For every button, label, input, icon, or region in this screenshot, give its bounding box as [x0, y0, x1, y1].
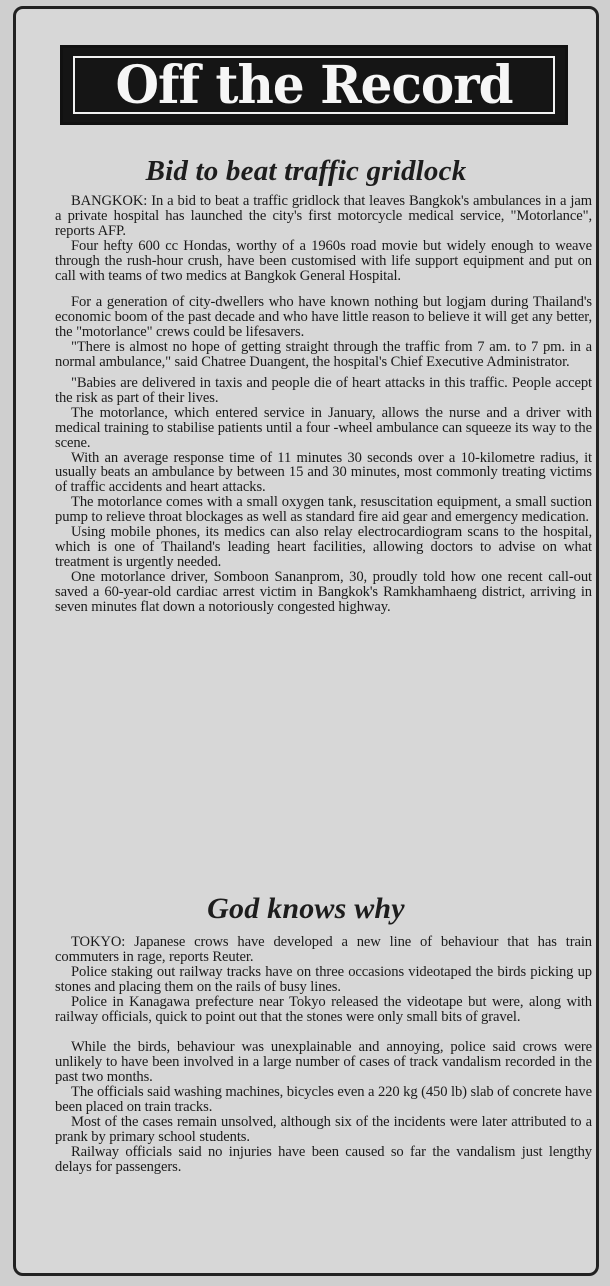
story-paragraph: The motorlance, which entered service in January, allows the nurse and a driver with medical training to stabilise patients until a four -wheel ambulance can squeeze its way to the scene.: [55, 404, 592, 451]
story-paragraph: Police in Kanagawa prefecture near Tokyo released the videotape but were, along with railway officials, quick to point out that the stones were only small bits of gravel.: [55, 993, 592, 1025]
story-paragraph: The officials said washing machines, bicycles even a 220 kg (450 lb) slab of concrete have been placed on train tracks.: [55, 1084, 592, 1116]
paragraph-gap: [55, 1024, 592, 1040]
story-paragraph: Most of the cases remain unsolved, although six of the incidents were later attributed to a prank by primary school students.: [55, 1113, 592, 1145]
story-paragraph: "Babies are delivered in taxis and people die of heart attacks in this traffic. People accept the risk as part of their lives.: [55, 374, 592, 406]
story-paragraph: "There is almost no hope of getting straight through the traffic from 7 am. to 7 pm. in a normal ambulance," said Chatree Duangent, the hospital's Chief Executive Administrator.: [55, 339, 592, 371]
newspaper-clipping: [13, 6, 599, 1276]
story-headline: Bid to beat traffic gridlock: [145, 155, 467, 187]
story-body: [55, 194, 592, 614]
masthead-title: Off the Record: [115, 53, 513, 116]
story-paragraph: For a generation of city-dwellers who have known nothing but logjam during Thailand's economic boom of the past decade and who have little reason to believe it will get any better, the "motorlance" crews could be lifesavers.: [55, 294, 592, 341]
masthead-banner: [60, 45, 568, 125]
story-paragraph: TOKYO: Japanese crows have developed a new line of behaviour that has train commuters in rage, reports Reuter.: [55, 934, 592, 965]
story-paragraph: Police staking out railway tracks have on three occasions videotaped the birds picking up stones and placing them on the rails of busy lines.: [55, 963, 592, 995]
story-headline: God knows why: [207, 892, 405, 925]
story-paragraph: Four hefty 600 cc Hondas, worthy of a 1960s road movie but widely enough to weave through the rush-hour crush, have been customised with life support equipment and put on call with teams of two medics at Bangkok General Hospital.: [55, 237, 592, 284]
story-paragraph: While the birds, behaviour was unexplainable and annoying, police said crows were unlikely to have been involved in a large number of cases of track vandalism recorded in the past two months.: [55, 1039, 592, 1086]
story-paragraph: The motorlance comes with a small oxygen tank, resuscitation equipment, a small suction pump to relieve throat blockages as well as standard fire aid gear and emergency medication.: [55, 494, 592, 526]
story-paragraph: Using mobile phones, its medics can also relay electrocardiogram scans to the hospital, which is one of Thailand's leading heart facilities, allowing doctors to advise on what treatment is urgently needed.: [55, 524, 592, 570]
story-paragraph: Railway officials said no injuries have been caused so far the vandalism just lengthy delays for passengers.: [55, 1143, 592, 1175]
story-paragraph: One motorlance driver, Somboon Sananprom, 30, proudly told how one recent call-out saved a 60-year-old cardiac arrest victim in Bangkok's Ramkhamhaeng district, arriving in seven minutes flat down a notoriously congested highway.: [55, 568, 592, 615]
story-paragraph: BANGKOK: In a bid to beat a traffic gridlock that leaves Bangkok's ambulances in a jam a private hospital has launched the city's first motorcycle medical service, "Motorlance", reports AFP.: [55, 193, 592, 239]
story-body: [55, 935, 592, 1175]
story-paragraph: With an average response time of 11 minutes 30 seconds over a 10-kilometre radius, it usually beats an ambulance by between 15 and 30 minutes, most commonly treating victims of traffic accidents and heart attacks.: [55, 449, 592, 496]
